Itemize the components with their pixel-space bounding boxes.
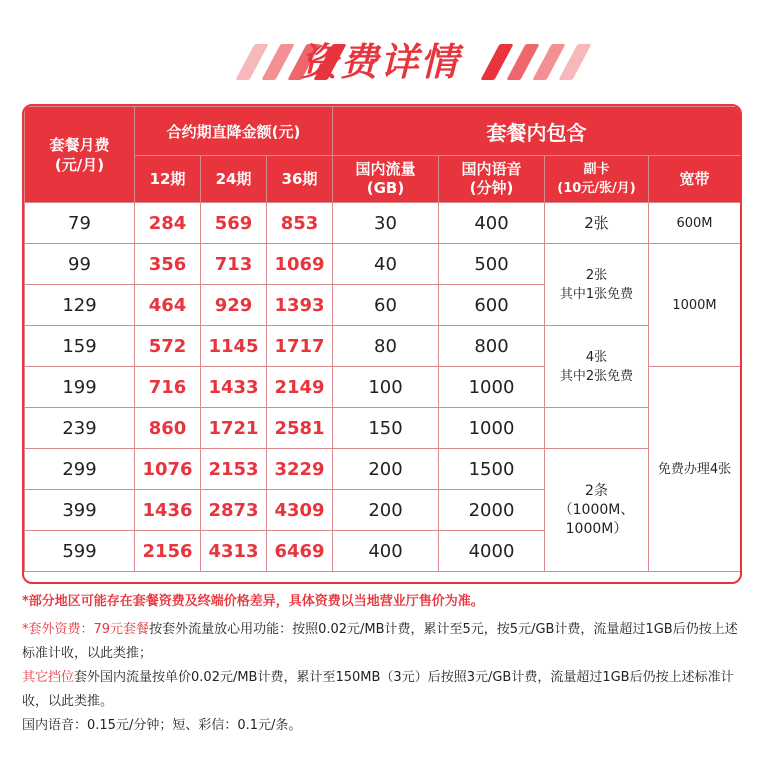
voice-cell: 500 bbox=[439, 244, 545, 285]
data-cell: 150 bbox=[333, 408, 439, 449]
discount-12-cell: 1436 bbox=[135, 490, 201, 531]
voice-cell: 2000 bbox=[439, 490, 545, 531]
fee-cell: 399 bbox=[25, 490, 135, 531]
other-fee-note bbox=[22, 666, 738, 714]
header-included-group: 套餐内包含 bbox=[333, 107, 741, 156]
title-banner bbox=[0, 34, 760, 90]
discount-36-cell: 2149 bbox=[267, 367, 333, 408]
voice-cell: 400 bbox=[439, 203, 545, 244]
discount-24-cell: 1145 bbox=[201, 326, 267, 367]
fee-cell: 199 bbox=[25, 367, 135, 408]
broadband-cell: 600M bbox=[649, 203, 741, 244]
data-cell: 60 bbox=[333, 285, 439, 326]
page-title: 资费详情 bbox=[299, 40, 460, 84]
discount-12-cell: 464 bbox=[135, 285, 201, 326]
data-cell: 30 bbox=[333, 203, 439, 244]
discount-24-cell: 713 bbox=[201, 244, 267, 285]
voice-cell: 1000 bbox=[439, 367, 545, 408]
table-row bbox=[25, 326, 741, 367]
table-row bbox=[25, 203, 741, 244]
discount-24-cell: 2873 bbox=[201, 490, 267, 531]
discount-24-cell: 1433 bbox=[201, 367, 267, 408]
discount-36-cell: 853 bbox=[267, 203, 333, 244]
sub-card-cell: 4张 其中2张免费 bbox=[545, 326, 649, 408]
data-cell: 100 bbox=[333, 367, 439, 408]
extra-fee-prefix: *套外资费： bbox=[22, 622, 94, 637]
data-cell: 200 bbox=[333, 490, 439, 531]
header-12-period: 12期 bbox=[135, 156, 201, 203]
voice-cell: 600 bbox=[439, 285, 545, 326]
discount-24-cell: 929 bbox=[201, 285, 267, 326]
broadband-cell: 1000M bbox=[649, 244, 741, 367]
data-cell: 40 bbox=[333, 244, 439, 285]
discount-24-cell: 4313 bbox=[201, 531, 267, 572]
voice-cell: 1500 bbox=[439, 449, 545, 490]
sub-card-cell: 2张 其中1张免费 bbox=[545, 244, 649, 326]
table-row bbox=[25, 449, 741, 490]
voice-cell: 4000 bbox=[439, 531, 545, 572]
header-data: 国内流量 (GB) bbox=[333, 156, 439, 203]
discount-36-cell: 3229 bbox=[267, 449, 333, 490]
fee-cell: 99 bbox=[25, 244, 135, 285]
discount-12-cell: 716 bbox=[135, 367, 201, 408]
discount-12-cell: 860 bbox=[135, 408, 201, 449]
other-fee-text: 套外国内流量按单价0.02元/MB计费，累计至150MB（3元）后按照3元/GB计费，流量超过1GB后仍按上述标准计收，以此类推。 bbox=[22, 670, 734, 709]
table-row bbox=[25, 244, 741, 285]
broadband-cell: 2条 （1000M、 1000M） bbox=[545, 449, 649, 572]
fee-cell: 159 bbox=[25, 326, 135, 367]
discount-36-cell: 2581 bbox=[267, 408, 333, 449]
discount-24-cell: 1721 bbox=[201, 408, 267, 449]
data-cell: 200 bbox=[333, 449, 439, 490]
pricing-table bbox=[22, 104, 742, 584]
discount-36-cell: 4309 bbox=[267, 490, 333, 531]
extra-fee-note bbox=[22, 618, 738, 666]
discount-24-cell: 2153 bbox=[201, 449, 267, 490]
fee-cell: 599 bbox=[25, 531, 135, 572]
voice-cell: 800 bbox=[439, 326, 545, 367]
sub-card-cell: 免费办理4张 bbox=[649, 367, 741, 572]
discount-12-cell: 2156 bbox=[135, 531, 201, 572]
voice-cell: 1000 bbox=[439, 408, 545, 449]
discount-12-cell: 356 bbox=[135, 244, 201, 285]
extra-fee-79-label: 79元套餐 bbox=[93, 622, 150, 637]
decorative-stripes-right bbox=[480, 44, 590, 80]
discount-36-cell: 1717 bbox=[267, 326, 333, 367]
header-36-period: 36期 bbox=[267, 156, 333, 203]
fee-cell: 239 bbox=[25, 408, 135, 449]
header-sub-card: 副卡 (10元/张/月) bbox=[545, 156, 649, 203]
discount-12-cell: 284 bbox=[135, 203, 201, 244]
discount-36-cell: 1393 bbox=[267, 285, 333, 326]
discount-12-cell: 572 bbox=[135, 326, 201, 367]
data-cell: 400 bbox=[333, 531, 439, 572]
header-monthly-fee: 套餐月费 (元/月) bbox=[25, 107, 135, 203]
discount-12-cell: 1076 bbox=[135, 449, 201, 490]
sub-card-cell: 2张 bbox=[545, 203, 649, 244]
header-24-period: 24期 bbox=[201, 156, 267, 203]
disclaimer-note: *部分地区可能存在套餐资费及终端价格差异，具体资费以当地营业厅售价为准。 bbox=[22, 594, 484, 609]
header-voice: 国内语音 (分钟) bbox=[439, 156, 545, 203]
table-row bbox=[25, 408, 741, 449]
voice-fee-note: 国内语音：0.15元/分钟；短、彩信：0.1元/条。 bbox=[22, 718, 302, 733]
discount-24-cell: 569 bbox=[201, 203, 267, 244]
discount-36-cell: 1069 bbox=[267, 244, 333, 285]
fee-cell: 129 bbox=[25, 285, 135, 326]
data-cell: 80 bbox=[333, 326, 439, 367]
header-broadband: 宽带 bbox=[649, 156, 741, 203]
fee-cell: 79 bbox=[25, 203, 135, 244]
other-fee-label: 其它挡位 bbox=[22, 670, 75, 685]
discount-36-cell: 6469 bbox=[267, 531, 333, 572]
notes-section bbox=[22, 590, 738, 738]
header-discount-group: 合约期直降金额(元) bbox=[135, 107, 333, 156]
fee-cell: 299 bbox=[25, 449, 135, 490]
extra-fee-79-text: 按套外流量放心用功能：按照0.02元/MB计费，累计至5元，按5元/GB计费，流量超过1GB后仍按上述标准计收，以此类推； bbox=[22, 622, 738, 661]
